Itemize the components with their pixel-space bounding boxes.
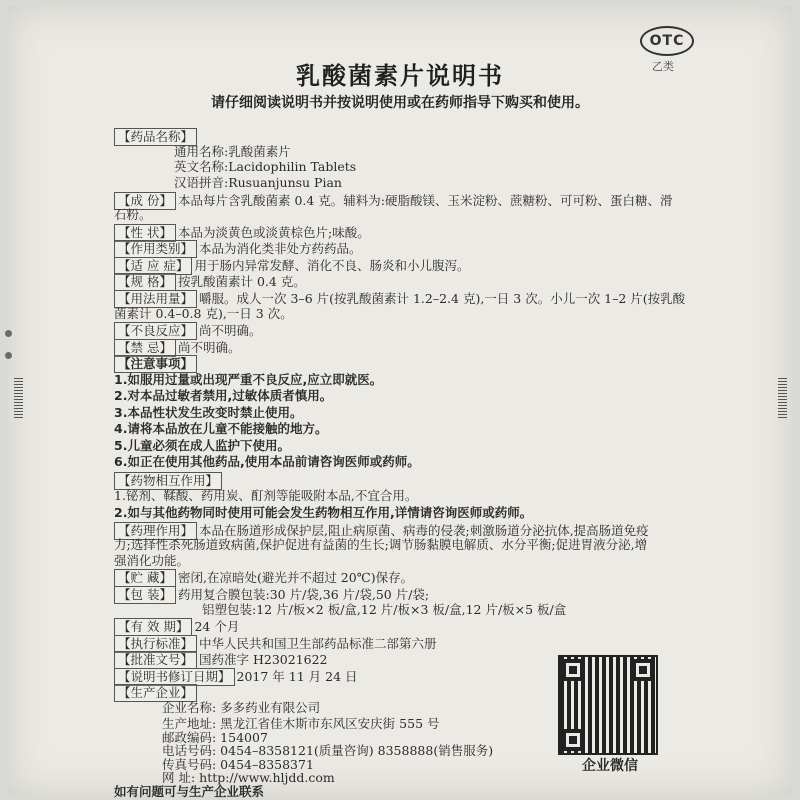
section-label: 【不良反应】 [114,322,197,340]
specification-text: 按乳酸菌素计 0.4 克。 [177,274,306,290]
section-precautions [114,355,199,373]
usage-text-cont: 菌素计 0.4–0.8 克),一日 3 次。 [114,305,293,321]
precaution-item: 5.儿童必须在成人监护下使用。 [114,437,290,453]
qr-finder [562,729,584,751]
manufacturer-fax: 传真号码: 0454–8358371 [162,756,314,772]
section-adverse [114,322,262,340]
manufacturer-website: 网 址: http://www.hljdd.com [162,770,335,785]
section-label: 【药物相互作用】 [114,472,222,490]
section-label: 【药理作用】 [114,522,197,540]
characteristics-text: 本品为淡黄色或淡黄棕色片;味酸。 [177,224,370,240]
composition-text-cont: 石粉。 [114,207,152,223]
section-label: 【规 格】 [114,273,176,291]
punch-hole [5,352,12,359]
manufacturer-phone: 电话号码: 0454–8358121(质量咨询) 8358888(销售服务) [162,743,494,758]
section-composition [114,192,673,210]
packaging-text-cont: 铝塑包装:12 片/板×2 板/盒,12 片/板×3 板/盒,12 片/板×5 板/盒 [202,601,567,617]
precaution-item: 2.对本品过敏者禁用,过敏体质者慎用。 [114,388,333,404]
contact-footer: 如有问题可与生产企业联系 [114,783,265,799]
section-standard [114,635,437,653]
section-characteristics [114,224,370,242]
precaution-item: 4.请将本品放在儿童不能接触的地方。 [114,421,328,437]
category-text: 本品为消化类非处方药药品。 [199,241,362,257]
section-approval [114,651,328,669]
qr-finder [632,659,654,681]
pharmacology-text: 本品在肠道形成保护层,阻止病原菌、病毒的侵袭;刺激肠道分泌抗体,提高肠道免疫 [199,522,649,538]
section-label: 【贮 藏】 [114,569,176,587]
storage-text: 密闭,在凉暗处(避光并不超过 20℃)保存。 [177,570,414,586]
section-label: 【执行标准】 [114,635,197,653]
section-revision-date [114,668,358,686]
packaging-text: 药用复合膜包装:30 片/袋,36 片/袋,50 片/袋; [177,586,430,602]
english-name: 英文名称:Lacidophilin Tablets [174,159,357,175]
pharmacology-text-cont: 强消化功能。 [114,552,190,568]
section-validity [114,618,239,636]
section-interactions [114,472,224,490]
section-label: 【成 份】 [114,192,176,210]
section-label: 【包 装】 [114,586,176,604]
section-label: 【有 效 期】 [114,618,192,636]
otc-badge: OTC [640,26,694,56]
section-label: 【用法用量】 [114,290,197,308]
manufacturer-name: 企业名称: 多多药业有限公司 [162,700,321,715]
revision-date-text: 2017 年 11 月 24 日 [236,668,358,684]
section-label: 【禁 忌】 [114,339,176,357]
edge-marks [778,378,787,418]
adverse-text: 尚不明确。 [199,323,262,339]
pinyin-name: 汉语拼音:Rusuanjunsu Pian [174,175,342,190]
indications-text: 用于肠内异常发酵、消化不良、肠炎和小儿腹泻。 [194,257,470,273]
qr-code [558,655,658,755]
section-label: 【生产企业】 [114,684,197,702]
interaction-item: 1.铋剂、鞣酸、药用炭、酊剂等能吸附本品,不宜合用。 [114,488,418,504]
section-label: 【作用类别】 [114,240,197,258]
validity-text: 24 个月 [194,619,240,635]
section-category [114,240,362,258]
approval-text: 国药准字 H23021622 [199,652,328,668]
precaution-item: 3.本品性状发生改变时禁止使用。 [114,404,303,420]
composition-text: 本品每片含乳酸菌素 0.4 克。辅料为:硬脂酸镁、玉米淀粉、蔗糖粉、可可粉、蛋白糖、滑 [177,192,673,208]
section-label: 【性 状】 [114,224,176,242]
document-subtitle: 请仔细阅读说明书并按说明使用或在药师指导下购买和使用。 [211,95,589,111]
section-specification [114,273,306,291]
standard-text: 中华人民共和国卫生部药品标准二部第六册 [199,635,437,651]
common-name: 通用名称:乳酸菌素片 [174,143,291,159]
otc-class: 乙类 [652,60,674,73]
qr-finder [562,659,584,681]
section-storage [114,569,413,587]
section-label: 【说明书修订日期】 [114,668,235,686]
section-label: 【注意事项】 [114,355,197,373]
pharmacology-text-cont: 力;选择性杀死肠道致病菌,保护促进有益菌的生长;调节肠黏膜电解质、水分平衡;促进胃液分泌,增 [114,537,648,553]
document-title: 乳酸菌素片说明书 [296,62,504,90]
qr-caption: 企业微信 [582,758,638,774]
manufacturer-zip: 邮政编码: 154007 [162,729,268,745]
punch-hole [5,330,12,337]
manufacturer-address: 生产地址: 黑龙江省佳木斯市东风区安庆街 555 号 [162,716,440,731]
section-indications [114,257,469,275]
section-contraindications [114,339,241,357]
section-label: 【批准文号】 [114,651,197,669]
section-label: 【药品名称】 [114,128,197,146]
usage-text: 嚼服。成人一次 3–6 片(按乳酸菌素计 1.2–2.4 克),一日 3 次。小儿一次 1–2 片(按乳酸 [199,290,686,306]
edge-marks [14,378,23,418]
precaution-item: 1.如服用过量或出现严重不良反应,应立即就医。 [114,371,383,387]
interaction-item: 2.如与其他药物同时使用可能会发生药物相互作用,详情请咨询医师或药师。 [114,504,533,520]
precaution-item: 6.如正在使用其他药品,使用本品前请咨询医师或药师。 [114,454,420,470]
contraindications-text: 尚不明确。 [177,339,241,355]
section-label: 【适 应 症】 [114,257,192,275]
